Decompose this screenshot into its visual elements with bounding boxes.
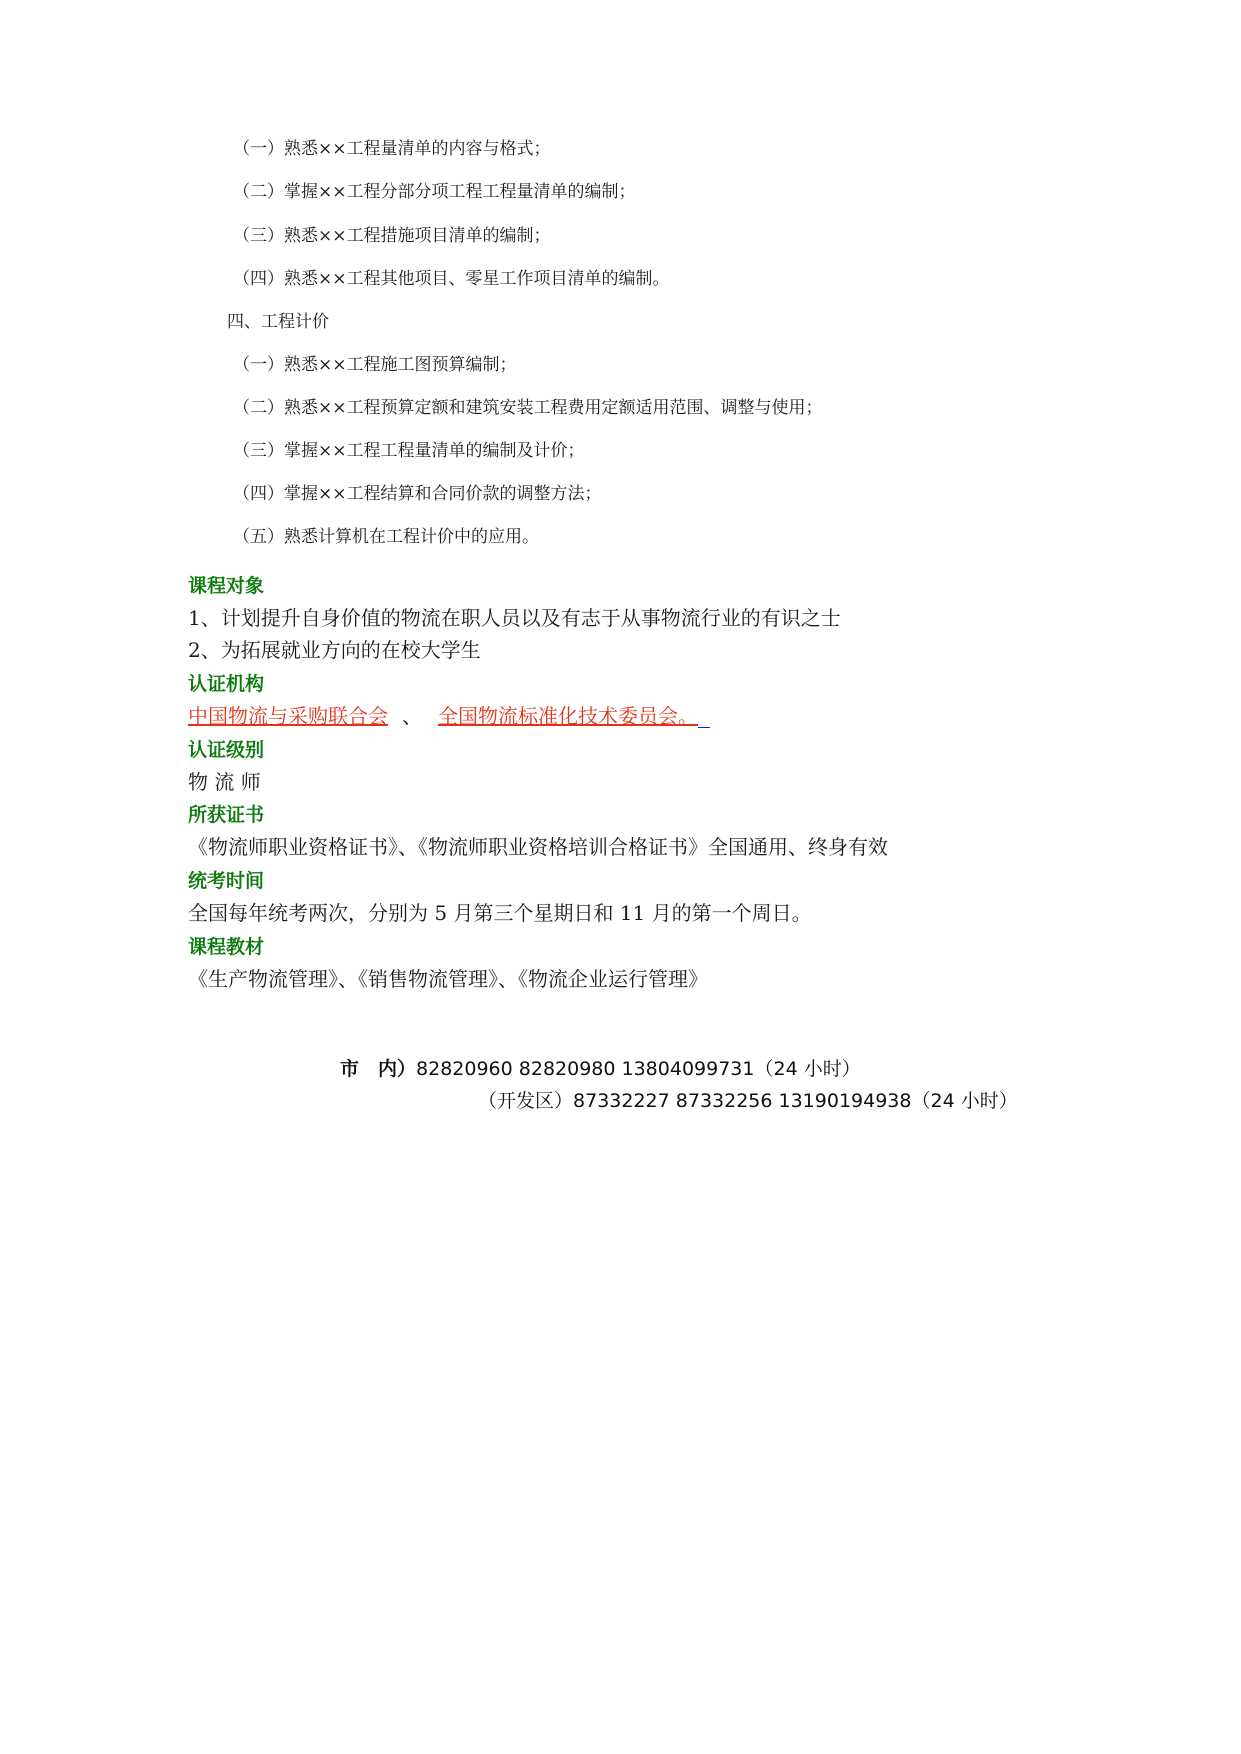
contact-line-2-numbers: 87332227 87332256 13190194938（24 小时） (573, 1090, 1018, 1112)
course-target-line-2: 2、为拓展就业方向的在校大学生 (188, 638, 481, 662)
link-underline-gap (698, 709, 710, 728)
section3-item-4: （四）熟悉××工程其他项目、零星工作项目清单的编制。 (233, 269, 670, 289)
contact-line-1-numbers: 82820960 82820980 13804099731（24 小时） (416, 1058, 861, 1080)
section3-item-3: （三）熟悉××工程措施项目清单的编制； (233, 226, 551, 246)
section4-item-3: （三）掌握××工程工程量清单的编制及计价； (233, 441, 585, 461)
course-target-line-1: 1、计划提升自身价值的物流在职人员以及有志于从事物流行业的有识之士 (188, 606, 841, 630)
contact-line-1-label: 市 内） (340, 1058, 417, 1080)
section3-item-1: （一）熟悉××工程量清单的内容与格式； (233, 139, 551, 159)
cert-level-heading: 认证级别 (188, 739, 265, 761)
section4-item-2: （二）熟悉××工程预算定额和建筑安装工程费用定额适用范围、调整与使用； (233, 398, 823, 418)
exam-time-value: 全国每年统考两次，分别为 5 月第三个星期日和 11 月的第一个周日。 (188, 901, 812, 925)
cert-body-line (188, 704, 710, 728)
section3-item-2: （二）掌握××工程分部分项工程工程量清单的编制； (233, 182, 636, 202)
org-link-1[interactable]: 中国物流与采购联合会 (188, 704, 388, 728)
section4-title: 四、工程计价 (227, 312, 329, 332)
contact-line-1 (340, 1057, 861, 1081)
course-target-heading: 课程对象 (188, 575, 265, 597)
textbooks-value: 《生产物流管理》、《销售物流管理》、《物流企业运行管理》 (188, 967, 708, 991)
certificates-value: 《物流师职业资格证书》、《物流师职业资格培训合格证书》全国通用、终身有效 (188, 835, 888, 859)
contact-line-2-label: （开发区） (478, 1090, 574, 1112)
certificates-heading: 所获证书 (188, 804, 265, 826)
section4-item-5: （五）熟悉计算机在工程计价中的应用。 (233, 527, 539, 547)
org-separator: 、 (402, 704, 422, 728)
cert-body-heading: 认证机构 (188, 673, 265, 695)
contact-line-2 (478, 1089, 1018, 1113)
section4-item-1: （一）熟悉××工程施工图预算编制； (233, 355, 517, 375)
cert-level-value: 物 流 师 (188, 770, 261, 794)
exam-time-heading: 统考时间 (188, 870, 265, 892)
textbooks-heading: 课程教材 (188, 936, 265, 958)
section4-item-4: （四）掌握××工程结算和合同价款的调整方法； (233, 484, 602, 504)
org-link-2[interactable]: 全国物流标准化技术委员会。 (438, 704, 698, 728)
